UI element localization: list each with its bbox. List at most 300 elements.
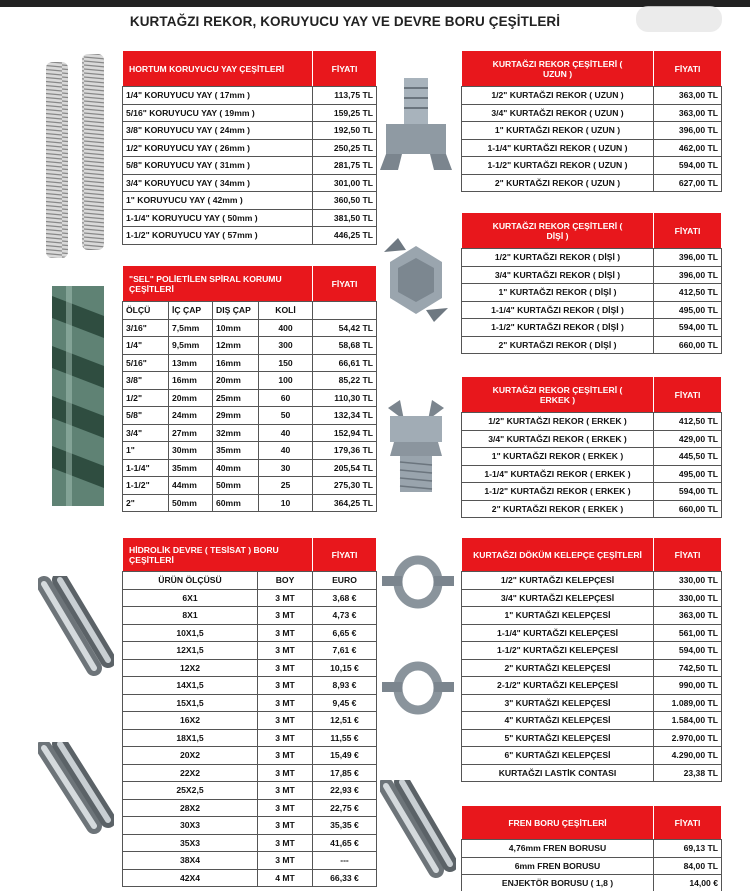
table-row bbox=[462, 174, 722, 192]
item-cell: 16mm bbox=[169, 372, 213, 390]
item-cell: 6" KURTAĞZI KELEPÇESİ bbox=[462, 747, 654, 765]
item-cell: 35mm bbox=[169, 459, 213, 477]
item-cell: 40mm bbox=[213, 459, 259, 477]
item-cell: 40 bbox=[259, 424, 313, 442]
price-cell: 4.290,00 TL bbox=[654, 747, 722, 765]
price-cell: 330,00 TL bbox=[654, 589, 722, 607]
item-cell: 2" KURTAĞZI REKOR ( DİŞİ ) bbox=[462, 336, 654, 354]
table-row bbox=[123, 227, 377, 245]
top-bar bbox=[0, 0, 750, 7]
price-cell: 495,00 TL bbox=[654, 465, 722, 483]
hose-connector-uzun-image bbox=[380, 74, 452, 174]
table-row bbox=[462, 694, 722, 712]
item-cell: 3 MT bbox=[258, 589, 313, 607]
table-row bbox=[123, 834, 377, 852]
item-cell: 4" KURTAĞZI KELEPÇESİ bbox=[462, 712, 654, 730]
table-row bbox=[123, 607, 377, 625]
price-cell: 594,00 TL bbox=[654, 483, 722, 501]
item-cell: 1-1/4" KURTAĞZI REKOR ( UZUN ) bbox=[462, 139, 654, 157]
price-cell: 58,68 TL bbox=[313, 337, 377, 355]
price-cell: 742,50 TL bbox=[654, 659, 722, 677]
price-cell: 41,65 € bbox=[313, 834, 377, 852]
price-cell: 113,75 TL bbox=[313, 87, 377, 105]
table-header: KURTAĞZI REKOR ÇEŞİTLERİ ( UZUN ) bbox=[462, 51, 654, 87]
price-cell: 275,30 TL bbox=[313, 477, 377, 495]
item-cell: 1/2" KORUYUCU YAY ( 26mm ) bbox=[123, 139, 313, 157]
item-cell: 3 MT bbox=[258, 799, 313, 817]
item-cell: 3 MT bbox=[258, 852, 313, 870]
table-row bbox=[123, 659, 377, 677]
item-cell: 1/2" bbox=[123, 389, 169, 407]
item-cell: 1" bbox=[123, 442, 169, 460]
price-cell: 495,00 TL bbox=[654, 301, 722, 319]
item-cell: 1-1/4" KORUYUCU YAY ( 50mm ) bbox=[123, 209, 313, 227]
table-row bbox=[462, 712, 722, 730]
price-cell: 54,42 TL bbox=[313, 319, 377, 337]
item-cell: 3 MT bbox=[258, 764, 313, 782]
price-cell: 22,75 € bbox=[313, 799, 377, 817]
price-header: FİYATI bbox=[313, 51, 377, 87]
price-header: FİYATI bbox=[654, 213, 722, 249]
table-row bbox=[123, 747, 377, 765]
item-cell: 44mm bbox=[169, 477, 213, 495]
table-row bbox=[462, 87, 722, 105]
uzun-price-table bbox=[461, 50, 722, 192]
price-cell: 396,00 TL bbox=[654, 266, 722, 284]
table-row bbox=[123, 424, 377, 442]
price-cell: 10,15 € bbox=[313, 659, 377, 677]
item-cell: 5/8" KORUYUCU YAY ( 31mm ) bbox=[123, 157, 313, 175]
price-cell: 429,00 TL bbox=[654, 430, 722, 448]
item-cell: 1/2" KURTAĞZI REKOR ( UZUN ) bbox=[462, 87, 654, 105]
price-cell: 2.970,00 TL bbox=[654, 729, 722, 747]
table-row bbox=[462, 284, 722, 302]
item-cell: 3" KURTAĞZI KELEPÇESİ bbox=[462, 694, 654, 712]
item-cell: 1/2" KURTAĞZI REKOR ( ERKEK ) bbox=[462, 413, 654, 431]
price-cell: 110,30 TL bbox=[313, 389, 377, 407]
table-row bbox=[462, 430, 722, 448]
spiral-price-table bbox=[122, 265, 377, 512]
table-row bbox=[462, 764, 722, 782]
item-cell: 50mm bbox=[213, 477, 259, 495]
table-row bbox=[123, 122, 377, 140]
item-cell: 7,5mm bbox=[169, 319, 213, 337]
table-row bbox=[123, 372, 377, 390]
item-cell: 15X1,5 bbox=[123, 694, 258, 712]
price-cell: 561,00 TL bbox=[654, 624, 722, 642]
item-cell: 18X1,5 bbox=[123, 729, 258, 747]
table-row bbox=[462, 301, 722, 319]
item-cell: 1" KORUYUCU YAY ( 42mm ) bbox=[123, 192, 313, 210]
item-cell: 1-1/2" KURTAĞZI REKOR ( ERKEK ) bbox=[462, 483, 654, 501]
table-row bbox=[462, 336, 722, 354]
page-title: KURTAĞZI REKOR, KORUYUCU YAY VE DEVRE BORU ÇEŞİTLERİ bbox=[129, 14, 561, 29]
item-cell: 4 MT bbox=[258, 869, 313, 887]
item-cell: 1/2" KURTAĞZI REKOR ( DİŞİ ) bbox=[462, 249, 654, 267]
table-row bbox=[123, 642, 377, 660]
price-cell: 132,34 TL bbox=[313, 407, 377, 425]
table-row bbox=[123, 354, 377, 372]
table-row bbox=[462, 500, 722, 518]
table-row bbox=[123, 459, 377, 477]
item-cell: 12X2 bbox=[123, 659, 258, 677]
table-row bbox=[123, 407, 377, 425]
price-cell: 8,93 € bbox=[313, 677, 377, 695]
table-row bbox=[462, 840, 722, 858]
price-cell: 23,38 TL bbox=[654, 764, 722, 782]
table-row bbox=[462, 319, 722, 337]
table-row bbox=[462, 607, 722, 625]
price-cell: 412,50 TL bbox=[654, 284, 722, 302]
item-cell: 2-1/2" KURTAĞZI KELEPÇESİ bbox=[462, 677, 654, 695]
table-row bbox=[123, 729, 377, 747]
item-cell: 42X4 bbox=[123, 869, 258, 887]
price-cell: 660,00 TL bbox=[654, 500, 722, 518]
price-cell: 250,25 TL bbox=[313, 139, 377, 157]
item-cell: 3/8" bbox=[123, 372, 169, 390]
item-cell: 2" bbox=[123, 494, 169, 512]
table-row bbox=[462, 659, 722, 677]
table-row bbox=[462, 157, 722, 175]
item-cell: 1/4" bbox=[123, 337, 169, 355]
price-header: FİYATI bbox=[654, 377, 722, 413]
item-cell: 5" KURTAĞZI KELEPÇESİ bbox=[462, 729, 654, 747]
item-cell: 35X3 bbox=[123, 834, 258, 852]
price-header: FİYATI bbox=[654, 806, 722, 840]
item-cell: 1-1/4" KURTAĞZI REKOR ( ERKEK ) bbox=[462, 465, 654, 483]
item-cell: 8X1 bbox=[123, 607, 258, 625]
table-row bbox=[123, 694, 377, 712]
table-header: KURTAĞZI DÖKÜM KELEPÇE ÇEŞİTLERİ bbox=[462, 538, 654, 572]
item-cell: 13mm bbox=[169, 354, 213, 372]
item-cell: 1-1/2" KORUYUCU YAY ( 57mm ) bbox=[123, 227, 313, 245]
price-cell: 330,00 TL bbox=[654, 572, 722, 590]
table-row bbox=[123, 799, 377, 817]
item-cell: 25mm bbox=[213, 389, 259, 407]
item-cell: 2" KURTAĞZI REKOR ( UZUN ) bbox=[462, 174, 654, 192]
price-cell: 11,55 € bbox=[313, 729, 377, 747]
column-header: EURO bbox=[313, 572, 377, 590]
item-cell: 28X2 bbox=[123, 799, 258, 817]
table-row bbox=[123, 712, 377, 730]
item-cell: 1/2" KURTAĞZI KELEPÇESİ bbox=[462, 572, 654, 590]
table-row bbox=[123, 104, 377, 122]
item-cell: 10 bbox=[259, 494, 313, 512]
item-cell: 30X3 bbox=[123, 817, 258, 835]
item-cell: 6mm FREN BORUSU bbox=[462, 857, 654, 875]
price-cell: 381,50 TL bbox=[313, 209, 377, 227]
table-row bbox=[123, 209, 377, 227]
price-cell: 660,00 TL bbox=[654, 336, 722, 354]
item-cell: 3/4" KURTAĞZI KELEPÇESİ bbox=[462, 589, 654, 607]
clamp-image bbox=[382, 548, 454, 728]
item-cell: 16mm bbox=[213, 354, 259, 372]
item-cell: 3/16" bbox=[123, 319, 169, 337]
table-row bbox=[123, 192, 377, 210]
item-cell: 3/4" KURTAĞZI REKOR ( UZUN ) bbox=[462, 104, 654, 122]
table-row bbox=[123, 442, 377, 460]
clamp-price-table bbox=[461, 537, 722, 782]
table-row bbox=[462, 572, 722, 590]
table-row bbox=[462, 483, 722, 501]
price-cell: 445,50 TL bbox=[654, 448, 722, 466]
price-cell: 301,00 TL bbox=[313, 174, 377, 192]
disi-price-table bbox=[461, 212, 722, 354]
item-cell: 3 MT bbox=[258, 747, 313, 765]
price-header: FİYATI bbox=[313, 538, 377, 572]
price-cell: 66,33 € bbox=[313, 869, 377, 887]
table-header: KURTAĞZI REKOR ÇEŞİTLERİ ( ERKEK ) bbox=[462, 377, 654, 413]
item-cell: 1-1/2" KURTAĞZI REKOR ( DİŞİ ) bbox=[462, 319, 654, 337]
table-row bbox=[123, 139, 377, 157]
hose-connector-disi-image bbox=[380, 232, 452, 328]
hose-connector-erkek-image bbox=[380, 400, 452, 496]
item-cell: 16X2 bbox=[123, 712, 258, 730]
price-cell: 462,00 TL bbox=[654, 139, 722, 157]
item-cell: 30mm bbox=[169, 442, 213, 460]
item-cell: 3 MT bbox=[258, 712, 313, 730]
item-cell: 32mm bbox=[213, 424, 259, 442]
item-cell: 1" KURTAĞZI KELEPÇESİ bbox=[462, 607, 654, 625]
item-cell: 300 bbox=[259, 337, 313, 355]
item-cell: 12X1,5 bbox=[123, 642, 258, 660]
price-cell: 594,00 TL bbox=[654, 157, 722, 175]
item-cell: 60 bbox=[259, 389, 313, 407]
item-cell: 3/4" KURTAĞZI REKOR ( ERKEK ) bbox=[462, 430, 654, 448]
item-cell: 3 MT bbox=[258, 729, 313, 747]
price-cell: 1.089,00 TL bbox=[654, 694, 722, 712]
item-cell: 150 bbox=[259, 354, 313, 372]
steel-tubes-image bbox=[380, 780, 456, 880]
item-cell: 25X2,5 bbox=[123, 782, 258, 800]
spring-image bbox=[40, 52, 112, 262]
item-cell: ENJEKTÖR BORUSU ( 1,8 ) bbox=[462, 875, 654, 891]
steel-tubes-image bbox=[38, 742, 114, 842]
item-cell: 3 MT bbox=[258, 659, 313, 677]
item-cell: 1-1/2" KURTAĞZI REKOR ( UZUN ) bbox=[462, 157, 654, 175]
item-cell: 27mm bbox=[169, 424, 213, 442]
table-row bbox=[462, 857, 722, 875]
item-cell: 29mm bbox=[213, 407, 259, 425]
price-header: FİYATI bbox=[313, 266, 377, 302]
table-row bbox=[462, 747, 722, 765]
table-row bbox=[462, 875, 722, 891]
spring-price-table bbox=[122, 50, 377, 245]
spiral-wrap-image bbox=[46, 286, 110, 506]
table-row bbox=[123, 589, 377, 607]
table-row bbox=[123, 319, 377, 337]
price-cell: 281,75 TL bbox=[313, 157, 377, 175]
table-row bbox=[123, 337, 377, 355]
item-cell: 20mm bbox=[213, 372, 259, 390]
price-cell: 159,25 TL bbox=[313, 104, 377, 122]
column-header: KOLİ bbox=[259, 302, 313, 320]
item-cell: 3 MT bbox=[258, 817, 313, 835]
table-row bbox=[462, 104, 722, 122]
price-cell: 363,00 TL bbox=[654, 87, 722, 105]
item-cell: 30 bbox=[259, 459, 313, 477]
table-row bbox=[123, 157, 377, 175]
price-cell: 22,93 € bbox=[313, 782, 377, 800]
price-header: FİYATI bbox=[654, 51, 722, 87]
item-cell: 14X1,5 bbox=[123, 677, 258, 695]
price-cell: 192,50 TL bbox=[313, 122, 377, 140]
price-cell: 9,45 € bbox=[313, 694, 377, 712]
price-cell: 152,94 TL bbox=[313, 424, 377, 442]
item-cell: 100 bbox=[259, 372, 313, 390]
table-row bbox=[462, 266, 722, 284]
item-cell: 3 MT bbox=[258, 694, 313, 712]
table-row bbox=[123, 174, 377, 192]
table-header: FREN BORU ÇEŞİTLERİ bbox=[462, 806, 654, 840]
price-cell: 627,00 TL bbox=[654, 174, 722, 192]
price-cell: 412,50 TL bbox=[654, 413, 722, 431]
item-cell: 25 bbox=[259, 477, 313, 495]
table-header: KURTAĞZI REKOR ÇEŞİTLERİ ( DİŞİ ) bbox=[462, 213, 654, 249]
table-row bbox=[462, 677, 722, 695]
price-cell: 446,25 TL bbox=[313, 227, 377, 245]
item-cell: 3/4" bbox=[123, 424, 169, 442]
table-header: HORTUM KORUYUCU YAY ÇEŞİTLERİ bbox=[123, 51, 313, 87]
price-cell: 85,22 TL bbox=[313, 372, 377, 390]
table-row bbox=[462, 589, 722, 607]
table-row bbox=[123, 782, 377, 800]
table-row bbox=[123, 677, 377, 695]
item-cell: 5/8" bbox=[123, 407, 169, 425]
table-row bbox=[462, 642, 722, 660]
item-cell: 400 bbox=[259, 319, 313, 337]
price-cell: 15,49 € bbox=[313, 747, 377, 765]
item-cell: 22X2 bbox=[123, 764, 258, 782]
price-cell: 396,00 TL bbox=[654, 122, 722, 140]
price-cell: 179,36 TL bbox=[313, 442, 377, 460]
price-cell: 84,00 TL bbox=[654, 857, 722, 875]
price-cell: 990,00 TL bbox=[654, 677, 722, 695]
item-cell: 60mm bbox=[213, 494, 259, 512]
item-cell: 1-1/4" KURTAĞZI REKOR ( DİŞİ ) bbox=[462, 301, 654, 319]
table-row bbox=[462, 413, 722, 431]
item-cell: 3/4" KURTAĞZI REKOR ( DİŞİ ) bbox=[462, 266, 654, 284]
item-cell: 1-1/4" KURTAĞZI KELEPÇESİ bbox=[462, 624, 654, 642]
item-cell: 1/4" KORUYUCU YAY ( 17mm ) bbox=[123, 87, 313, 105]
item-cell: 12mm bbox=[213, 337, 259, 355]
item-cell: 1" KURTAĞZI REKOR ( ERKEK ) bbox=[462, 448, 654, 466]
item-cell: KURTAĞZI LASTİK CONTASI bbox=[462, 764, 654, 782]
item-cell: 50 bbox=[259, 407, 313, 425]
table-row bbox=[462, 122, 722, 140]
table-row bbox=[123, 764, 377, 782]
item-cell: 2" KURTAĞZI REKOR ( ERKEK ) bbox=[462, 500, 654, 518]
item-cell: 9,5mm bbox=[169, 337, 213, 355]
price-cell: 35,35 € bbox=[313, 817, 377, 835]
price-cell: 12,51 € bbox=[313, 712, 377, 730]
price-cell: 17,85 € bbox=[313, 764, 377, 782]
item-cell: 5/16" bbox=[123, 354, 169, 372]
item-cell: 24mm bbox=[169, 407, 213, 425]
price-cell: 364,25 TL bbox=[313, 494, 377, 512]
item-cell: 20X2 bbox=[123, 747, 258, 765]
table-row bbox=[462, 139, 722, 157]
item-cell: 38X4 bbox=[123, 852, 258, 870]
price-cell: 363,00 TL bbox=[654, 104, 722, 122]
item-cell: 1-1/4" bbox=[123, 459, 169, 477]
item-cell: 6X1 bbox=[123, 589, 258, 607]
brake-price-table bbox=[461, 805, 722, 891]
price-cell: 6,65 € bbox=[313, 624, 377, 642]
table-row bbox=[123, 87, 377, 105]
price-cell: 594,00 TL bbox=[654, 642, 722, 660]
column-header: BOY bbox=[258, 572, 313, 590]
hydraulic-price-table bbox=[122, 537, 377, 887]
item-cell: 1-1/2" KURTAĞZI KELEPÇESİ bbox=[462, 642, 654, 660]
price-cell: 14,00 € bbox=[654, 875, 722, 891]
price-cell: 360,50 TL bbox=[313, 192, 377, 210]
column-header: İÇ ÇAP bbox=[169, 302, 213, 320]
item-cell: 3/8" KORUYUCU YAY ( 24mm ) bbox=[123, 122, 313, 140]
item-cell: 5/16" KORUYUCU YAY ( 19mm ) bbox=[123, 104, 313, 122]
item-cell: 1" KURTAĞZI REKOR ( UZUN ) bbox=[462, 122, 654, 140]
price-cell: 363,00 TL bbox=[654, 607, 722, 625]
table-row bbox=[462, 729, 722, 747]
price-cell: --- bbox=[313, 852, 377, 870]
item-cell: 3/4" KORUYUCU YAY ( 34mm ) bbox=[123, 174, 313, 192]
price-header: FİYATI bbox=[654, 538, 722, 572]
table-row bbox=[123, 477, 377, 495]
column-header: ÜRÜN ÖLÇÜSÜ bbox=[123, 572, 258, 590]
column-header: DIŞ ÇAP bbox=[213, 302, 259, 320]
price-cell: 4,73 € bbox=[313, 607, 377, 625]
price-cell: 7,61 € bbox=[313, 642, 377, 660]
table-row bbox=[123, 624, 377, 642]
table-header: "SEL" POLİETİLEN SPİRAL KORUMU ÇEŞİTLERİ bbox=[123, 266, 313, 302]
table-row bbox=[462, 465, 722, 483]
table-row bbox=[123, 869, 377, 887]
table-row bbox=[123, 389, 377, 407]
item-cell: 3 MT bbox=[258, 642, 313, 660]
table-header: HİDROLİK DEVRE ( TESİSAT ) BORU ÇEŞİTLERİ bbox=[123, 538, 313, 572]
item-cell: 10X1,5 bbox=[123, 624, 258, 642]
item-cell: 35mm bbox=[213, 442, 259, 460]
price-cell: 396,00 TL bbox=[654, 249, 722, 267]
item-cell: 3 MT bbox=[258, 677, 313, 695]
item-cell: 1" KURTAĞZI REKOR ( DİŞİ ) bbox=[462, 284, 654, 302]
price-cell: 205,54 TL bbox=[313, 459, 377, 477]
item-cell: 10mm bbox=[213, 319, 259, 337]
erkek-price-table bbox=[461, 376, 722, 518]
table-row bbox=[123, 817, 377, 835]
price-cell: 1.584,00 TL bbox=[654, 712, 722, 730]
item-cell: 2" KURTAĞZI KELEPÇESİ bbox=[462, 659, 654, 677]
item-cell: 50mm bbox=[169, 494, 213, 512]
item-cell: 1-1/2" bbox=[123, 477, 169, 495]
item-cell: 4,76mm FREN BORUSU bbox=[462, 840, 654, 858]
table-row bbox=[123, 852, 377, 870]
price-cell: 66,61 TL bbox=[313, 354, 377, 372]
price-cell: 3,68 € bbox=[313, 589, 377, 607]
table-row bbox=[462, 448, 722, 466]
table-row bbox=[123, 494, 377, 512]
table-row bbox=[462, 249, 722, 267]
item-cell: 20mm bbox=[169, 389, 213, 407]
item-cell: 3 MT bbox=[258, 624, 313, 642]
column-header: ÖLÇÜ bbox=[123, 302, 169, 320]
price-cell: 69,13 TL bbox=[654, 840, 722, 858]
item-cell: 40 bbox=[259, 442, 313, 460]
price-cell: 594,00 TL bbox=[654, 319, 722, 337]
steel-tubes-image bbox=[38, 576, 114, 686]
table-row bbox=[462, 624, 722, 642]
item-cell: 3 MT bbox=[258, 782, 313, 800]
